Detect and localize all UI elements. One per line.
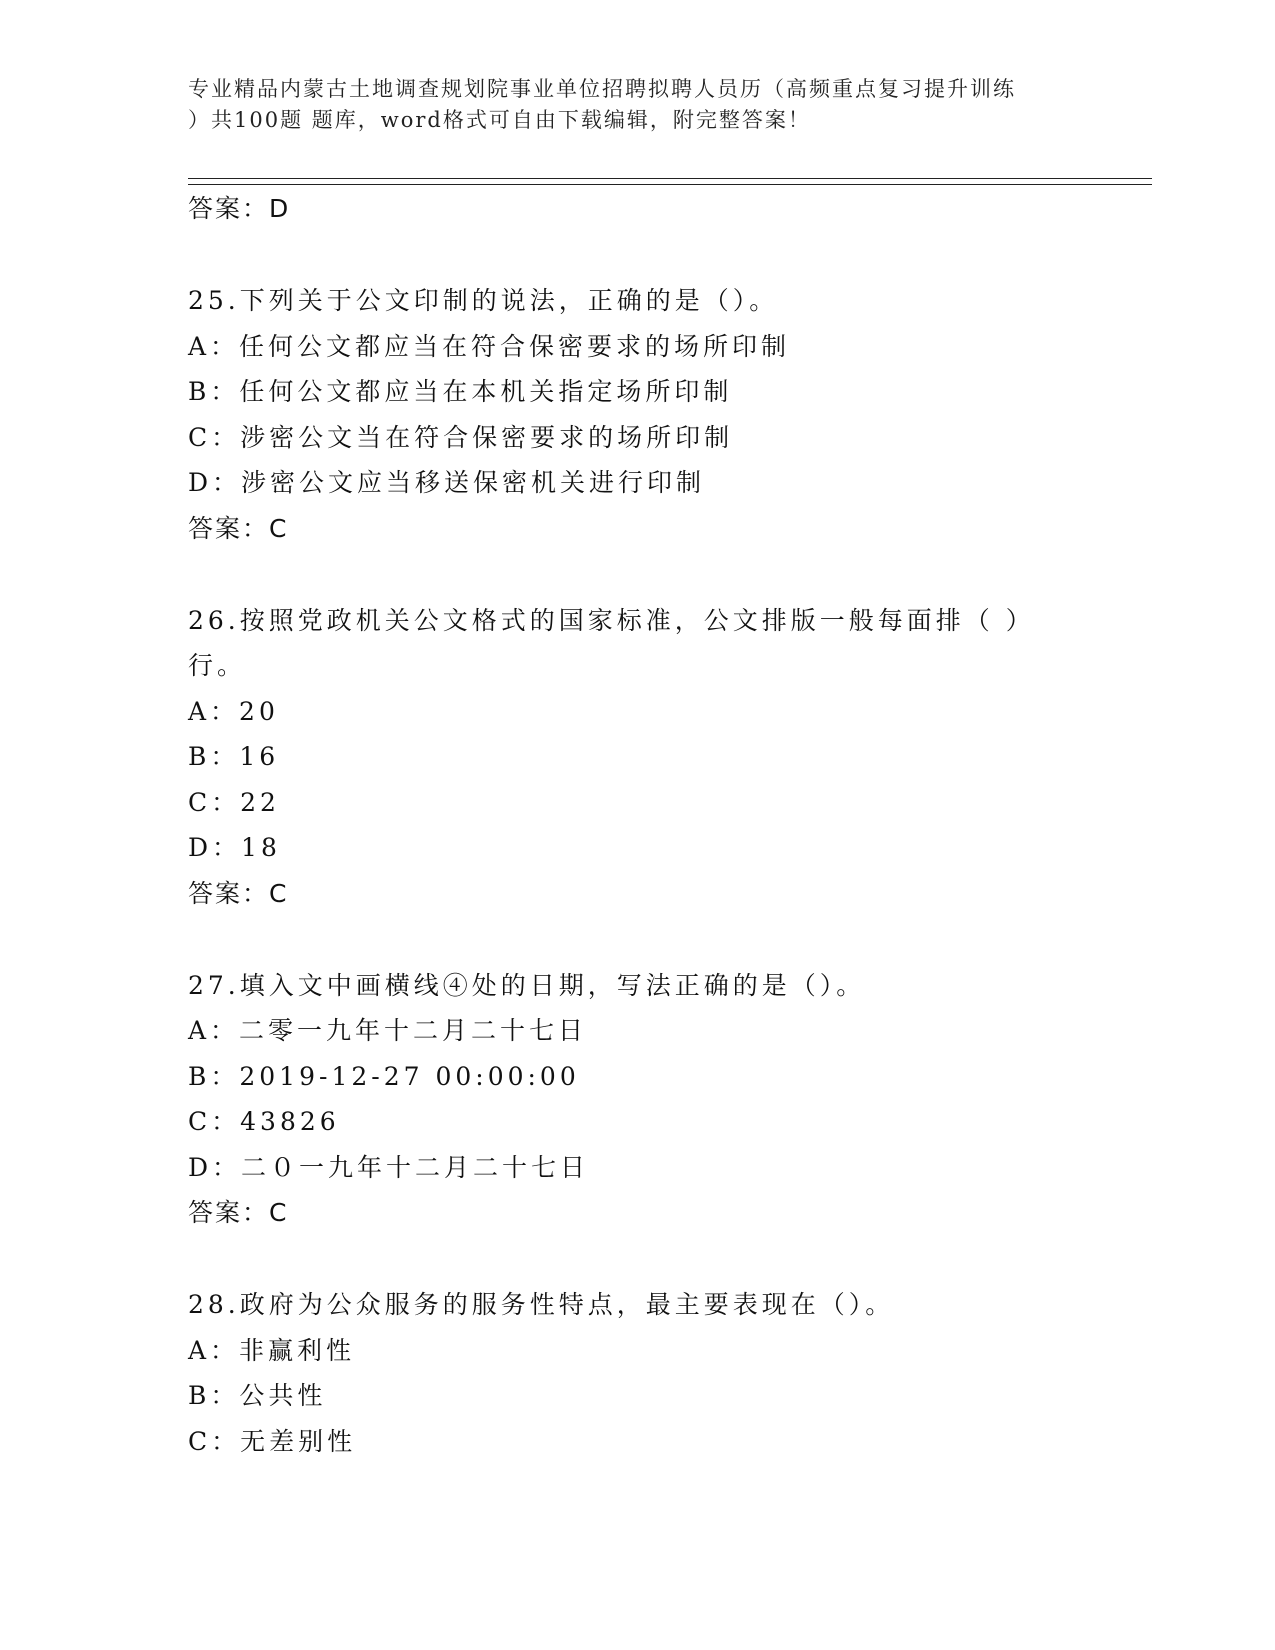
question-25 <box>188 278 1088 552</box>
question-stem: 27.填入文中画横线④处的日期，写法正确的是（）。 <box>188 970 866 1000</box>
header-title-line-1: 专业精品内蒙古土地调查规划院事业单位招聘拟聘人员历（高频重点复习提升训练 <box>188 77 1016 101</box>
question-stem-line-2: 行。 <box>188 651 247 680</box>
question-stem: 25.下列关于公文印制的说法，正确的是（）。 <box>188 286 779 315</box>
option-c: C：无差别性 <box>188 1426 357 1456</box>
option-d: D：二０一九年十二月二十七日 <box>188 1152 590 1182</box>
question-answer: 答案：C <box>188 1198 289 1227</box>
page-header <box>188 74 1088 136</box>
option-c: C：涉密公文当在符合保密要求的场所印制 <box>188 422 734 452</box>
option-c: C：43826 <box>188 1107 340 1136</box>
question-stem: 28.政府为公众服务的服务性特点，最主要表现在（）。 <box>188 1290 895 1319</box>
option-c: C：22 <box>188 787 280 817</box>
spacer <box>188 917 1088 963</box>
previous-answer: 答案：D <box>188 194 291 223</box>
spacer <box>188 232 1088 278</box>
option-b: B：任何公文都应当在本机关指定场所印制 <box>188 377 733 406</box>
option-a: A：二零一九年十二月二十七日 <box>188 1016 588 1045</box>
question-26 <box>188 598 1088 917</box>
option-a: A：任何公文都应当在符合保密要求的场所印制 <box>188 331 791 361</box>
header-title-line-2: ）共100题 题库，word格式可自由下载编辑，附完整答案！ <box>188 108 811 132</box>
spacer <box>188 552 1088 598</box>
question-28 <box>188 1282 1088 1464</box>
question-answer: 答案：C <box>188 513 289 543</box>
header-divider <box>188 178 1152 185</box>
option-a: A：非赢利性 <box>188 1335 356 1365</box>
option-a: A：20 <box>188 696 279 726</box>
option-d: D：18 <box>188 833 281 862</box>
question-answer: 答案：C <box>188 878 289 908</box>
option-b: B：公共性 <box>188 1381 327 1410</box>
spacer <box>188 1236 1088 1282</box>
question-stem-line-1: 26.按照党政机关公文格式的国家标准，公文排版一般每面排（ ） <box>188 605 1035 635</box>
option-d: D：涉密公文应当移送保密机关进行印制 <box>188 468 706 497</box>
question-content <box>188 186 1088 1464</box>
question-27 <box>188 963 1088 1237</box>
option-b: B：16 <box>188 742 280 771</box>
option-b: B：2019-12-27 00:00:00 <box>188 1061 580 1091</box>
